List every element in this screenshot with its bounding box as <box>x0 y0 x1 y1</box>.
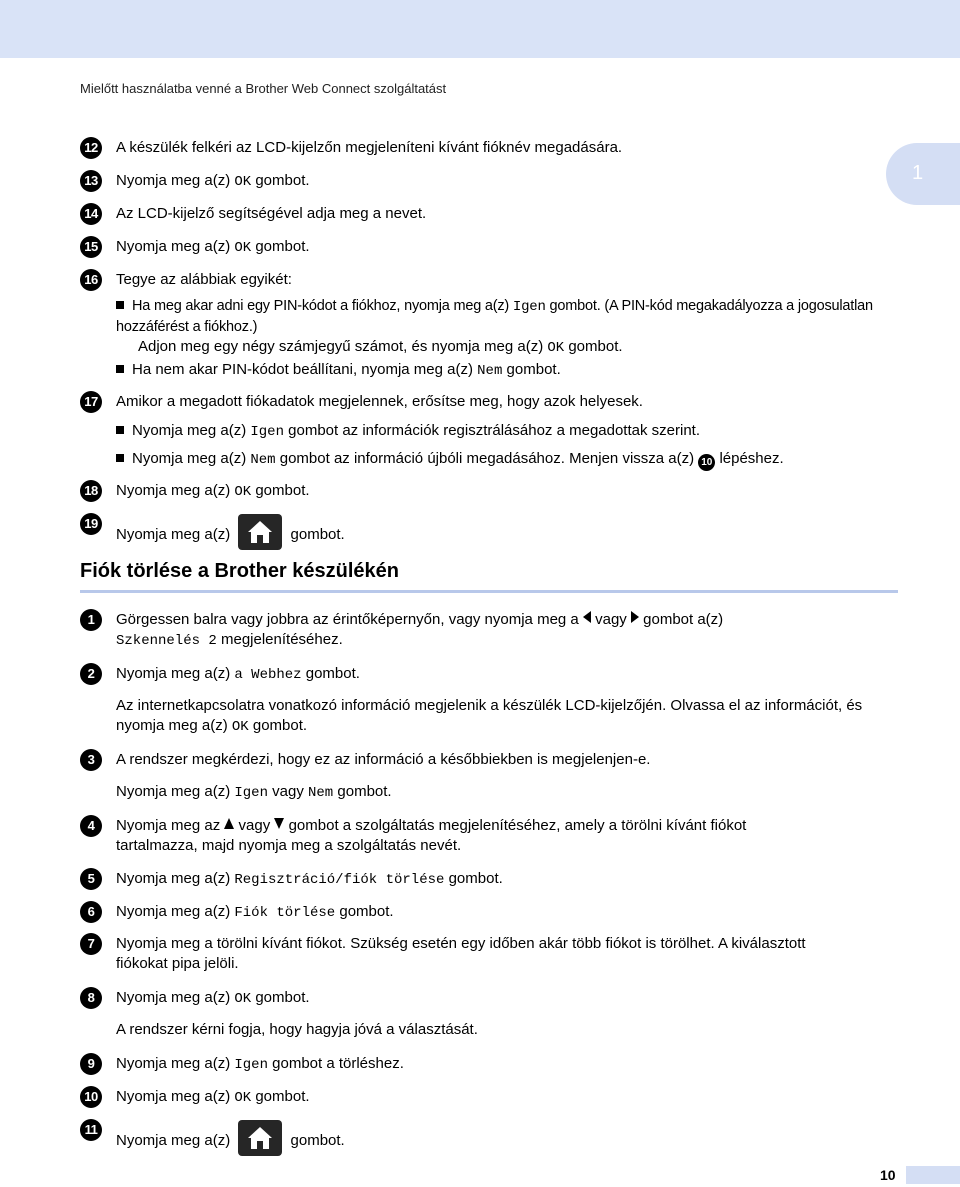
step17-bullet-no: Nyomja meg a(z) Nem gombot az információ újbóli megadásához. Menjen vissza a(z) 10 lépéshez. <box>116 449 906 471</box>
del-step-3-note: Nyomja meg a(z) Igen vagy Nem gombot. <box>116 783 392 801</box>
down-arrow-icon <box>274 818 284 829</box>
step-number: 4 <box>80 815 102 837</box>
step-text: Nyomja meg a(z) gombot. <box>116 1120 906 1156</box>
step-number: 11 <box>80 1119 102 1141</box>
step-text: Tegye az alábbiak egyikét: <box>116 271 292 288</box>
section-title: Fiók törlése a Brother készülékén <box>80 560 400 582</box>
bullet-icon <box>116 426 124 434</box>
step-text: A rendszer megkérdezi, hogy ez az információ a későbbiekben is megjelenjen-e. <box>116 751 651 768</box>
step-number: 6 <box>80 901 102 923</box>
step-text: Nyomja meg a(z) a Webhez gombot. <box>116 665 360 683</box>
step-reference: 10 <box>698 454 715 471</box>
step16-bullet-nopin: Ha nem akar PIN-kódot beállítani, nyomja meg a(z) Nem gombot. <box>116 360 906 381</box>
step-text: A készülék felkéri az LCD-kijelzőn megjeleníteni kívánt fióknév megadására. <box>116 139 623 156</box>
step-text: Nyomja meg a törölni kívánt fiókot. Szükség esetén egy időben akár több fiókot is törölhet. A kiválasztott fiókokat pipa jelöli. <box>116 935 806 972</box>
step-number: 17 <box>80 391 102 413</box>
step-text: Nyomja meg a(z) Regisztráció/fiók törlése gombot. <box>116 870 503 888</box>
step-number: 12 <box>80 137 102 159</box>
page-number-bar <box>906 1166 960 1184</box>
step16-bullet-pin: Ha meg akar adni egy PIN-kódot a fiókhoz, nyomja meg a(z) Igen gombot. (A PIN-kód megakadályozza a jogosulatlan hozzáférést a fiókhoz.) <box>116 298 873 335</box>
step-text: Nyomja meg a(z) OK gombot. <box>116 172 310 190</box>
step-number: 10 <box>80 1086 102 1108</box>
del-step-2-note: Az internetkapcsolatra vonatkozó információ megjelenik a készülék LCD-kijelzőjén. Olvassa el az információt, és nyomja meg a(z) OK gombot. <box>116 697 863 735</box>
step-number: 19 <box>80 513 102 535</box>
bullet-icon <box>116 454 124 462</box>
step-number: 3 <box>80 749 102 771</box>
step17-bullet-yes: Nyomja meg a(z) Igen gombot az információk regisztrálásához a megadottak szerint. <box>116 421 906 442</box>
step-text: Nyomja meg az vagy gombot a szolgáltatás megjelenítéséhez, amely a törölni kívánt fiókot tartalmazza, majd nyomja meg a szolgáltatás nevét. <box>116 817 747 854</box>
step-number: 2 <box>80 663 102 685</box>
right-arrow-icon <box>631 611 639 623</box>
step-number: 7 <box>80 933 102 955</box>
bullet-icon <box>116 301 124 309</box>
chapter-number: 1 <box>912 162 924 184</box>
step-text: Nyomja meg a(z) Igen gombot a törléshez. <box>116 1055 404 1073</box>
top-banner <box>0 0 960 58</box>
section-divider <box>80 590 898 593</box>
step-text: Görgessen balra vagy jobbra az érintőképernyőn, vagy nyomja meg a vagy gombot a(z) Szkennelés 2 megjelenítéséhez. <box>116 611 724 649</box>
del-step-8-note: A rendszer kérni fogja, hogy hagyja jóvá a választását. <box>116 1021 478 1038</box>
step-number: 18 <box>80 480 102 502</box>
step-number: 16 <box>80 269 102 291</box>
step-text: Nyomja meg a(z) Fiók törlése gombot. <box>116 903 394 921</box>
step-number: 14 <box>80 203 102 225</box>
running-header: Mielőtt használatba venné a Brother Web Connect szolgáltatást <box>80 81 447 96</box>
step-number: 1 <box>80 609 102 631</box>
step-text: Nyomja meg a(z) OK gombot. <box>116 482 310 500</box>
home-icon <box>238 1120 282 1156</box>
step-number: 9 <box>80 1053 102 1075</box>
step-text: Az LCD-kijelző segítségével adja meg a nevet. <box>116 205 427 222</box>
step-text: Nyomja meg a(z) gombot. <box>116 514 906 550</box>
up-arrow-icon <box>224 818 234 829</box>
step-number: 5 <box>80 868 102 890</box>
step-number: 15 <box>80 236 102 258</box>
page-number: 10 <box>880 1167 896 1183</box>
step-text: Nyomja meg a(z) OK gombot. <box>116 1088 310 1106</box>
bullet-icon <box>116 365 124 373</box>
step-text: Nyomja meg a(z) OK gombot. <box>116 238 310 256</box>
home-icon <box>238 514 282 550</box>
left-arrow-icon <box>583 611 591 623</box>
step-number: 13 <box>80 170 102 192</box>
step-number: 8 <box>80 987 102 1009</box>
step16-bullet-pin-continue: Adjon meg egy négy számjegyű számot, és nyomja meg a(z) OK gombot. <box>138 338 623 356</box>
step-text: Amikor a megadott fiókadatok megjelennek, erősítse meg, hogy azok helyesek. <box>116 393 643 410</box>
step-text: Nyomja meg a(z) OK gombot. <box>116 989 310 1007</box>
